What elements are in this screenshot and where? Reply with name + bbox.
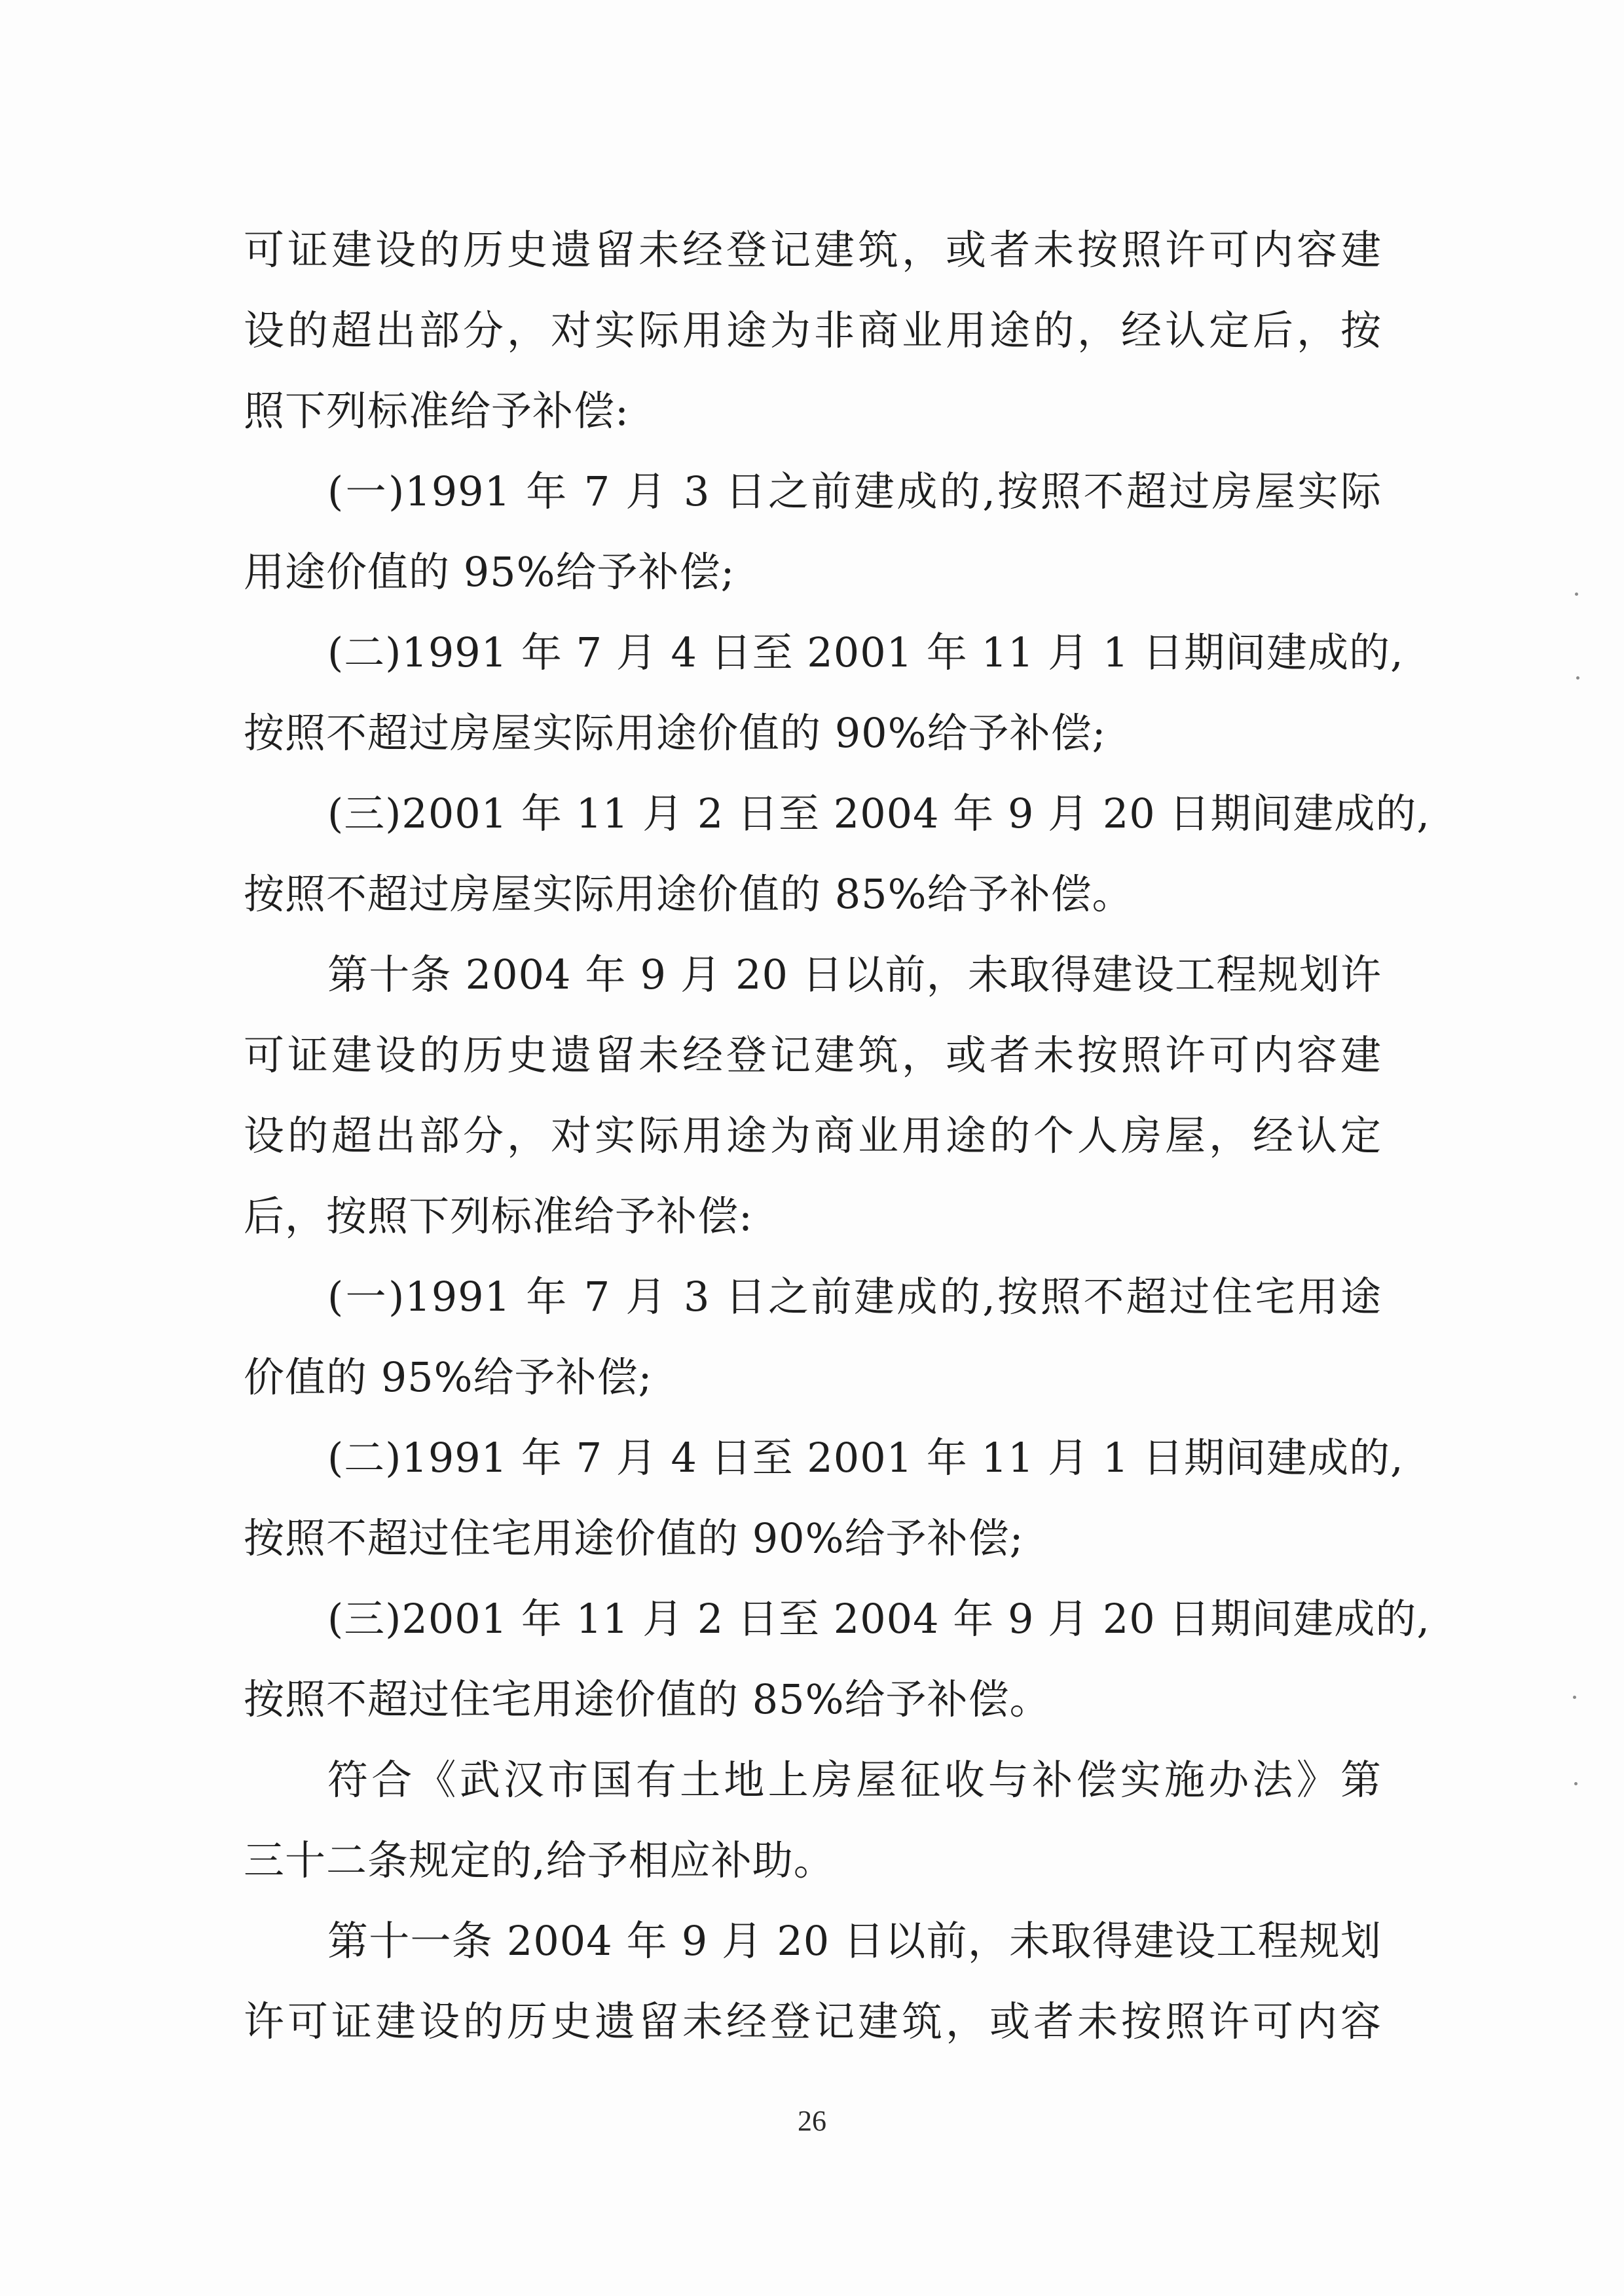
text-line: 按照不超过住宅用途价值的 85%给予补偿。 bbox=[244, 1675, 1051, 1723]
article-heading-line: 第十一条 2004 年 9 月 20 日以前，未取得建设工程规划 bbox=[327, 1917, 1382, 1965]
scan-speck bbox=[1573, 1696, 1576, 1699]
text-line: 按照不超过房屋实际用途价值的 85%给予补偿。 bbox=[244, 870, 1134, 918]
text-line: (三)2001 年 11 月 2 日至 2004 年 9 月 20 日期间建成的, bbox=[327, 790, 1431, 837]
text-line: 许可证建设的历史遗留未经登记建筑，或者未按照许可内容 bbox=[244, 1997, 1382, 2045]
text-line: 按照不超过房屋实际用途价值的 90%给予补偿; bbox=[244, 709, 1107, 757]
text-line: (三)2001 年 11 月 2 日至 2004 年 9 月 20 日期间建成的, bbox=[327, 1595, 1431, 1643]
text-line: 符合《武汉市国有土地上房屋征收与补偿实施办法》第 bbox=[327, 1756, 1382, 1804]
article-heading-line: 第十条 2004 年 9 月 20 日以前，未取得建设工程规划许 bbox=[327, 951, 1382, 998]
text-line: (一)1991 年 7 月 3 日之前建成的,按照不超过住宅用途 bbox=[327, 1273, 1382, 1321]
text-line: 设的超出部分，对实际用途为商业用途的个人房屋，经认定 bbox=[244, 1112, 1382, 1159]
text-line: 设的超出部分，对实际用途为非商业用途的，经认定后，按 bbox=[244, 306, 1382, 354]
text-line: 按照不超过住宅用途价值的 90%给予补偿; bbox=[244, 1514, 1024, 1562]
text-line: 用途价值的 95%给予补偿; bbox=[244, 548, 735, 596]
text-line: 后，按照下列标准给予补偿: bbox=[244, 1192, 753, 1240]
page-number: 26 bbox=[798, 2105, 826, 2137]
text-line: 可证建设的历史遗留未经登记建筑，或者未按照许可内容建 bbox=[244, 1031, 1382, 1079]
text-line: 三十二条规定的,给予相应补助。 bbox=[244, 1836, 835, 1884]
text-line: (二)1991 年 7 月 4 日至 2001 年 11 月 1 日期间建成的, bbox=[327, 629, 1404, 676]
text-line: (二)1991 年 7 月 4 日至 2001 年 11 月 1 日期间建成的, bbox=[327, 1434, 1404, 1482]
text-line: 价值的 95%给予补偿; bbox=[244, 1353, 653, 1401]
text-line: 可证建设的历史遗留未经登记建筑，或者未按照许可内容建 bbox=[244, 226, 1382, 274]
scan-speck bbox=[1575, 592, 1578, 596]
scan-speck bbox=[1576, 676, 1579, 680]
text-line: (一)1991 年 7 月 3 日之前建成的,按照不超过房屋实际 bbox=[327, 467, 1382, 515]
text-line: 照下列标准给予补偿: bbox=[244, 387, 629, 435]
scan-speck bbox=[1574, 1782, 1578, 1785]
